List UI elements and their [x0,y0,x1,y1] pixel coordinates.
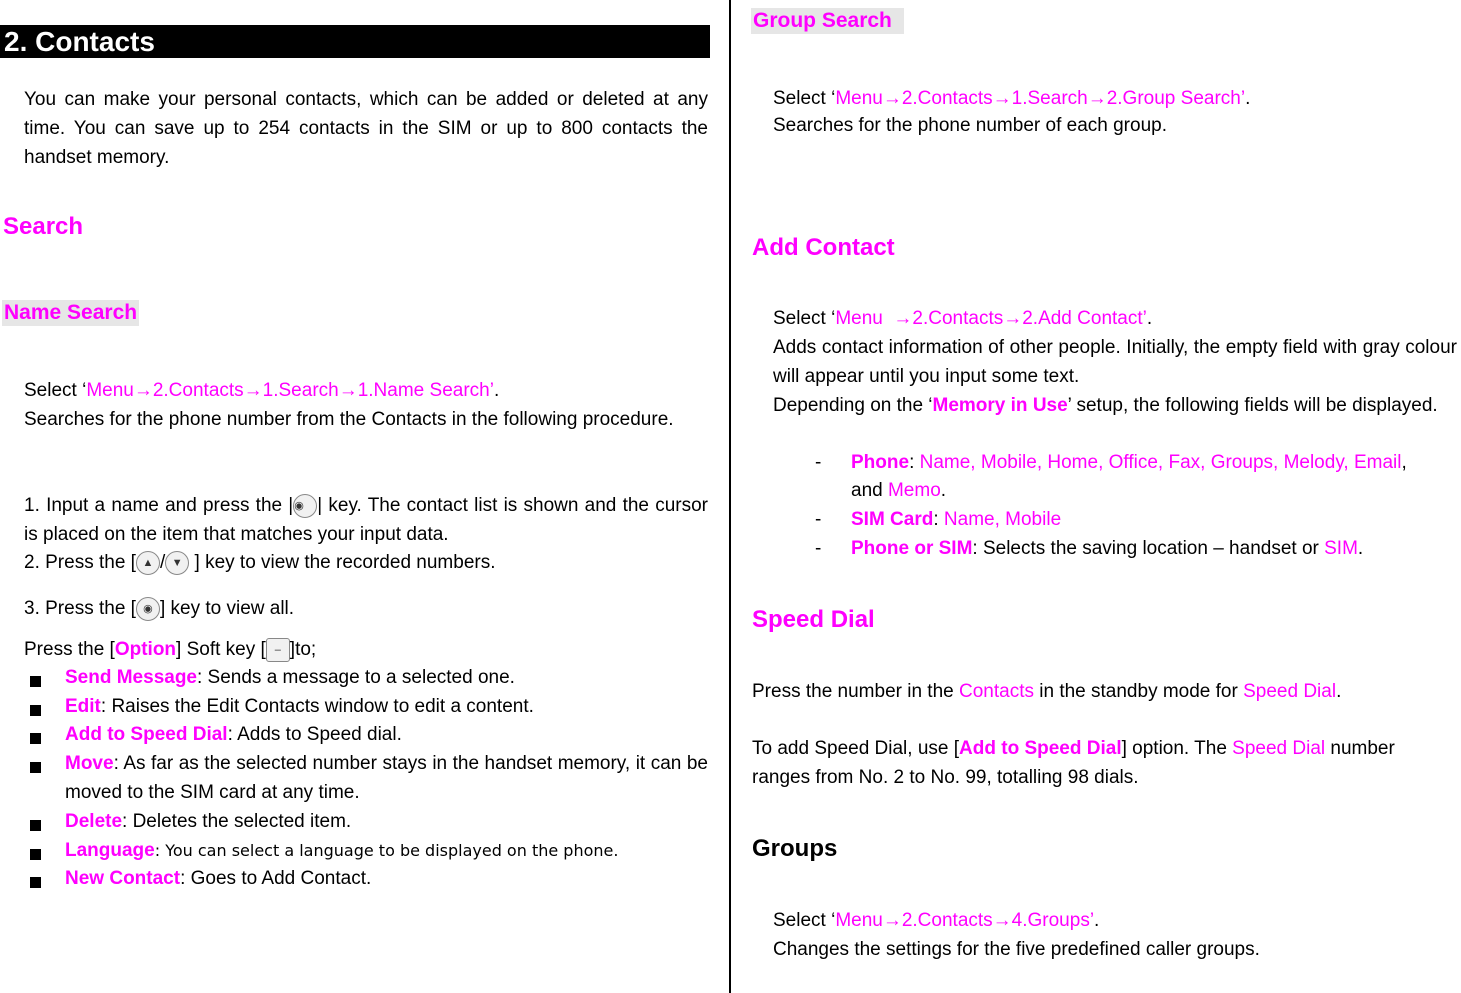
group-search-path: Menu→2.Contacts→1.Search→2.Group Search’ [835,88,1246,109]
bullet-icon [30,728,41,750]
soft-key-icon: – [266,638,290,662]
name-search-select [24,376,708,405]
depending-paragraph: Depending on the ‘Memory in Use’ setup, the following fields will be displayed. [773,395,1438,416]
step1-text-a: 1. Input a name and press the | [24,495,294,516]
intro-paragraph: You can make your personal contacts, which can be added or deleted at any time. You can save up to 254 contacts in the SIM or up to 800 contacts the handset memory. [24,89,708,168]
press-text-b: ] Soft key [ [176,639,266,660]
bullet-icon [30,671,41,693]
name-search-path: Menu→2.Contacts→1.Search→1.Name Search’ [86,380,494,401]
groups-path: Menu→2.Contacts→4.Groups’ [835,910,1095,931]
list-item: Move: As far as the selected number stays in the handset memory, it can be moved to the SIM card at any time. [65,753,708,803]
column-divider [729,0,731,993]
bullet-icon [30,844,41,866]
list-item: Edit: Raises the Edit Contacts window to edit a content. [65,696,534,717]
list-item: Add to Speed Dial: Adds to Speed dial. [65,724,402,745]
bullet-icon [30,872,41,894]
bullet-icon [30,757,41,779]
ok-key-icon: ◉ [136,597,160,621]
bullet-icon [30,815,41,837]
list-item: Phone: Name, Mobile, Home, Office, Fax, Groups, Melody, Email, [851,452,1407,473]
groups-select: Select ‘Menu→2.Contacts→4.Groups’. [773,910,1100,931]
groups-desc: Changes the settings for the five predefined caller groups. [773,939,1260,960]
dash-marker: - [815,509,822,530]
add-contact-desc: Adds contact information of other people. Initially, the empty field with gray colour will appear until you input some text. [773,337,1457,387]
list-item: SIM Card: Name, Mobile [851,509,1062,530]
option-line [24,635,708,664]
step-1 [24,491,708,549]
period: . [493,380,500,401]
name-search-desc: Searches for the phone number from the Contacts in the following procedure. [24,409,674,430]
list-item: Send Message: Sends a message to a selected one. [65,667,515,688]
option-label: Option [114,639,177,660]
list-item-continued: and Memo. [851,480,947,501]
list-item: Delete: Deletes the selected item. [65,811,352,832]
step1-text-b: | key. The contact list is shown and the cursor is placed on the item that matches your input data. [24,495,708,545]
dash-marker: - [815,452,822,473]
select-prefix: Select ‘ [24,380,87,401]
bullet-icon [30,700,41,722]
down-key-icon: ▼ [165,551,189,575]
memory-in-use: Memory in Use [932,395,1068,416]
list-item: Phone or SIM: Selects the saving location – handset or SIM. [851,538,1364,559]
group-search-select: Select ‘Menu→2.Contacts→1.Search→2.Group Search’. [773,88,1251,109]
add-contact-select: Select ‘Menu →2.Contacts→2.Add Contact’. [773,308,1153,329]
group-search-heading: Group Search [751,8,904,34]
groups-heading: Groups [752,835,838,862]
list-item: Language: You can select a language to be displayed on the phone. [65,840,619,861]
step2-text-a: 2. Press the [ [24,552,136,573]
add-contact-heading: Add Contact [752,234,895,261]
list-item: New Contact: Goes to Add Contact. [65,868,372,889]
section-title: 2. Contacts [0,25,710,58]
step3-text-a: 3. Press the [ [24,598,136,619]
step-3 [24,594,708,623]
step3-text-b: ] key to view all. [159,598,295,619]
search-heading: Search [3,213,84,240]
step2-text-b: ] key to view the recorded numbers. [189,552,496,573]
ok-key-icon: ◉ [293,494,317,518]
dash-marker: - [815,538,822,559]
add-speed-dial-paragraph: To add Speed Dial, use [Add to Speed Dial] option. The Speed Dial number ranges from No. 2 to No. 99, totalling 98 dials. [752,738,1395,788]
press-text-c: ]to; [289,639,317,660]
name-search-heading: Name Search [4,301,138,324]
group-search-desc: Searches for the phone number of each group. [773,115,1167,136]
add-contact-path: Menu →2.Contacts→2.Add Contact’ [835,308,1147,329]
press-text-a: Press the [ [24,639,115,660]
speed-dial-heading: Speed Dial [752,606,875,633]
speed-dial-paragraph: Press the number in the Contacts in the standby mode for Speed Dial. [752,681,1342,702]
up-key-icon: ▲ [136,551,160,575]
step-2: 2. Press the [ ▲ / ▼ ] key to view the recorded numbers. [24,552,496,573]
